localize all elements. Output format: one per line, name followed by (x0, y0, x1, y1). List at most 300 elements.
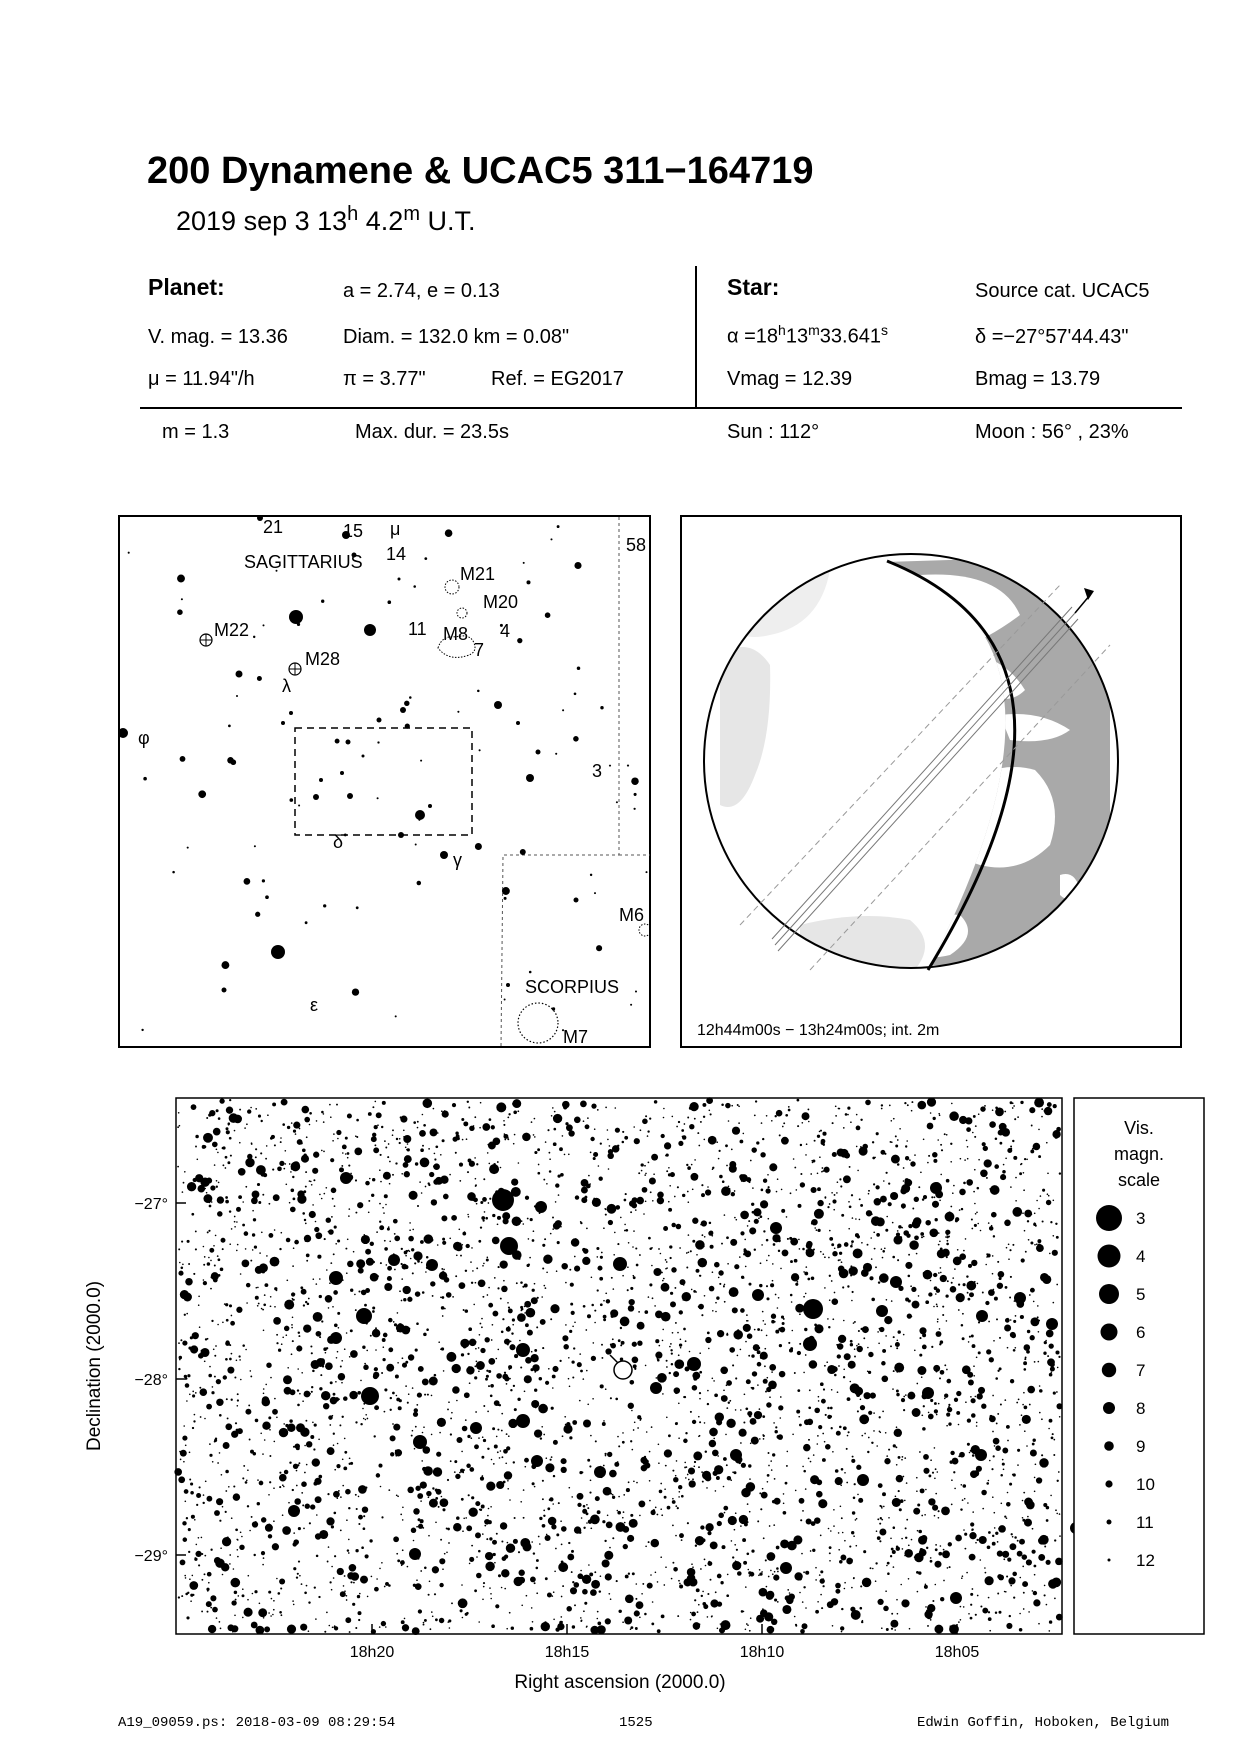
field-star (814, 1209, 824, 1219)
field-star (530, 1354, 538, 1362)
field-star (698, 1436, 700, 1438)
field-star (978, 1452, 980, 1454)
field-star (451, 1412, 453, 1414)
field-star (877, 1518, 879, 1520)
field-star (316, 1283, 318, 1285)
field-star (970, 1617, 973, 1620)
field-star (967, 1158, 969, 1160)
field-star (976, 1310, 988, 1322)
field-star (799, 1424, 802, 1427)
field-star (538, 1164, 540, 1166)
field-star (455, 1275, 457, 1277)
field-star (888, 1202, 892, 1206)
field-star (369, 1392, 375, 1398)
field-star (272, 1614, 274, 1616)
field-star (909, 1159, 911, 1161)
field-star (985, 1572, 987, 1574)
field-star (359, 1263, 361, 1265)
field-star (746, 1314, 748, 1316)
field-star (228, 1124, 230, 1126)
field-star (520, 1306, 523, 1309)
field-star (600, 1466, 602, 1468)
field-star (236, 1221, 238, 1223)
field-star (622, 1131, 624, 1133)
field-star (703, 1139, 705, 1141)
field-star (238, 1355, 240, 1357)
field-star (481, 1505, 485, 1509)
field-star (894, 1363, 904, 1373)
field-star (983, 1611, 985, 1613)
field-star (938, 1517, 940, 1519)
field-star (561, 1458, 567, 1464)
field-star (761, 1202, 763, 1204)
field-star (967, 1146, 969, 1148)
field-star (210, 1288, 212, 1290)
field-star (184, 1489, 189, 1494)
field-star (208, 1230, 210, 1232)
field-star (963, 1484, 967, 1488)
field-star (268, 1612, 270, 1614)
field-star (350, 1581, 352, 1583)
field-star (1047, 1358, 1055, 1366)
field-star (379, 1225, 384, 1230)
field-star (907, 1104, 909, 1106)
field-star (974, 1224, 977, 1227)
field-star (333, 1444, 335, 1446)
field-star (600, 1142, 602, 1144)
field-star (837, 1391, 839, 1393)
field-star (329, 1104, 331, 1106)
field-star (178, 1596, 180, 1598)
field-star (215, 1235, 217, 1237)
field-star (944, 1394, 948, 1398)
field-star (856, 1345, 858, 1347)
field-star (313, 1312, 323, 1322)
field-star (851, 1587, 853, 1589)
field-star (1049, 1373, 1053, 1377)
field-star (793, 1544, 795, 1546)
field-star (492, 1324, 494, 1326)
field-star (884, 1316, 892, 1324)
field-star (854, 1321, 856, 1323)
field-star (941, 1149, 943, 1151)
finder-star (265, 895, 269, 899)
field-star (945, 1212, 955, 1222)
field-star (863, 1550, 866, 1553)
field-star (209, 1454, 212, 1457)
field-star (937, 1202, 939, 1204)
field-star (898, 1490, 900, 1492)
field-star (370, 1273, 379, 1282)
field-star (945, 1294, 948, 1297)
field-star (699, 1371, 702, 1374)
finder-star (529, 971, 532, 974)
field-star (787, 1238, 789, 1240)
field-star (229, 1243, 231, 1245)
field-star (532, 1289, 535, 1292)
field-star (938, 1244, 940, 1246)
field-star (922, 1427, 926, 1431)
field-star (192, 1594, 194, 1596)
field-star (442, 1271, 444, 1273)
field-star (256, 1165, 266, 1175)
field-star (687, 1568, 696, 1577)
field-star (1042, 1220, 1044, 1222)
field-star (824, 1365, 826, 1367)
field-star (620, 1327, 622, 1329)
field-star (679, 1310, 683, 1314)
field-star (252, 1521, 258, 1527)
field-star (405, 1255, 407, 1257)
finder-star (516, 721, 520, 725)
field-star (497, 1161, 499, 1163)
field-star (861, 1269, 869, 1277)
field-star (319, 1530, 328, 1539)
field-star (537, 1148, 540, 1151)
field-star (933, 1159, 937, 1163)
field-star (966, 1572, 968, 1574)
field-star (466, 1525, 472, 1531)
finder-star (236, 695, 238, 697)
field-star (691, 1164, 693, 1166)
star-source-catalog: Source cat. UCAC5 (975, 280, 1150, 302)
field-star (722, 1545, 726, 1549)
field-star (683, 1328, 686, 1331)
field-star (960, 1619, 962, 1621)
field-star (652, 1200, 654, 1202)
field-star (851, 1610, 861, 1620)
field-star (437, 1244, 439, 1246)
field-star (353, 1251, 355, 1253)
field-star (815, 1567, 817, 1569)
field-star (949, 1460, 952, 1463)
field-star (617, 1268, 619, 1270)
field-star (545, 1535, 551, 1541)
field-star (218, 1258, 221, 1261)
field-star (1010, 1146, 1012, 1148)
field-star (471, 1545, 473, 1547)
field-star (561, 1526, 567, 1532)
field-star (594, 1322, 596, 1324)
field-star (664, 1496, 667, 1499)
field-star (1038, 1537, 1046, 1545)
field-star (886, 1299, 888, 1301)
field-star (1034, 1490, 1036, 1492)
field-star (526, 1595, 528, 1597)
finder-star (428, 804, 432, 808)
field-star (397, 1330, 399, 1332)
field-star (304, 1219, 306, 1221)
field-star (390, 1435, 396, 1441)
field-star (623, 1544, 628, 1549)
field-star (261, 1517, 266, 1522)
finder-star (236, 671, 243, 678)
field-star (729, 1161, 736, 1168)
field-star (229, 1304, 232, 1307)
field-star (539, 1377, 542, 1380)
field-star (191, 1515, 195, 1519)
field-star (330, 1397, 338, 1405)
field-star (651, 1622, 654, 1625)
field-star (743, 1133, 745, 1135)
field-star (890, 1555, 892, 1557)
field-star (309, 1522, 311, 1524)
field-star (838, 1335, 846, 1343)
field-star (660, 1253, 662, 1255)
field-star (895, 1342, 900, 1347)
field-star (882, 1257, 884, 1259)
field-star (770, 1460, 772, 1462)
field-star (895, 1495, 897, 1497)
field-star (345, 1617, 351, 1623)
field-star (1003, 1558, 1005, 1560)
field-star (269, 1455, 271, 1457)
field-star (490, 1598, 492, 1600)
field-star (219, 1520, 221, 1522)
field-star (829, 1299, 831, 1301)
field-star (242, 1588, 244, 1590)
field-star (670, 1349, 672, 1351)
field-star (879, 1523, 881, 1525)
field-star (718, 1270, 723, 1275)
field-star (811, 1521, 816, 1526)
field-star (366, 1322, 368, 1324)
field-star (633, 1126, 635, 1128)
field-star (497, 1216, 501, 1220)
field-star (1015, 1177, 1017, 1179)
field-star (333, 1133, 335, 1135)
field-star (419, 1444, 421, 1446)
field-star (214, 1510, 220, 1516)
field-star (772, 1628, 774, 1630)
field-star (198, 1353, 204, 1359)
field-star (237, 1556, 239, 1558)
field-star (332, 1198, 334, 1200)
summary-moon: Moon : 56° , 23% (975, 421, 1129, 443)
finder-star (289, 610, 303, 624)
field-star (180, 1450, 187, 1457)
field-star (245, 1186, 247, 1188)
field-star (435, 1497, 438, 1500)
field-star (1029, 1107, 1035, 1113)
field-star (289, 1461, 291, 1463)
field-star (992, 1542, 996, 1546)
field-star (544, 1238, 546, 1240)
field-star (1022, 1517, 1024, 1519)
field-star (1006, 1425, 1010, 1429)
field-star (306, 1260, 308, 1262)
field-star (1006, 1517, 1008, 1519)
field-star (501, 1430, 503, 1432)
field-star (943, 1549, 945, 1551)
field-star (1039, 1458, 1049, 1468)
field-star (1023, 1492, 1025, 1494)
field-star (225, 1490, 227, 1492)
field-star (325, 1362, 333, 1370)
field-star (754, 1219, 759, 1224)
field-star (709, 1222, 712, 1225)
field-star (888, 1517, 890, 1519)
field-star (194, 1519, 196, 1521)
finder-star (504, 999, 506, 1001)
finder-star (504, 897, 507, 900)
field-star (508, 1307, 510, 1309)
field-star (839, 1252, 842, 1255)
field-star (208, 1625, 216, 1633)
field-star (569, 1330, 572, 1333)
field-star (1018, 1399, 1020, 1401)
field-star (605, 1292, 607, 1294)
field-star (550, 1233, 552, 1235)
field-star (717, 1455, 719, 1457)
field-star (226, 1107, 233, 1114)
field-star (607, 1515, 609, 1517)
field-star (287, 1328, 289, 1330)
field-star (640, 1418, 642, 1420)
field-star (345, 1153, 347, 1155)
field-star (646, 1431, 648, 1433)
field-star (273, 1441, 275, 1443)
field-star (840, 1626, 844, 1630)
field-star (669, 1346, 671, 1348)
field-star (482, 1123, 490, 1131)
field-star (602, 1559, 610, 1567)
field-star (972, 1454, 975, 1457)
field-star (801, 1553, 803, 1555)
field-star (589, 1183, 591, 1185)
field-star (1015, 1315, 1017, 1317)
finder-star (424, 557, 427, 560)
field-star (347, 1157, 349, 1159)
field-star (652, 1297, 654, 1299)
field-star (768, 1576, 770, 1578)
field-star (720, 1581, 723, 1584)
field-star (266, 1362, 271, 1367)
field-star (963, 1283, 966, 1286)
field-star (591, 1103, 596, 1108)
field-star (425, 1271, 427, 1273)
field-star (817, 1601, 819, 1603)
field-star (489, 1587, 491, 1589)
field-star (776, 1110, 783, 1117)
field-star (934, 1196, 936, 1198)
field-star (195, 1146, 197, 1148)
field-star (871, 1258, 873, 1260)
field-star (569, 1386, 571, 1388)
field-star (777, 1571, 779, 1573)
field-star (709, 1286, 715, 1292)
event-datetime: 2019 sep 3 13$^h$ 4.2$^m$ U.T. (176, 203, 476, 236)
field-star (896, 1546, 898, 1548)
field-star (1039, 1389, 1043, 1393)
field-star (875, 1562, 877, 1564)
field-star (905, 1394, 907, 1396)
field-star (520, 1281, 523, 1284)
field-star (923, 1236, 925, 1238)
field-star (629, 1299, 635, 1305)
field-star (914, 1154, 916, 1156)
field-star (596, 1247, 599, 1250)
field-star (447, 1408, 449, 1410)
field-star (204, 1188, 206, 1190)
field-star (815, 1579, 817, 1581)
field-star (1026, 1559, 1032, 1565)
field-star (822, 1458, 826, 1462)
field-star (904, 1500, 906, 1502)
field-star (994, 1527, 996, 1529)
field-star (201, 1350, 203, 1352)
field-star (208, 1257, 210, 1259)
field-star (245, 1409, 251, 1415)
field-star (841, 1468, 844, 1471)
field-star (765, 1559, 767, 1561)
field-star (289, 1202, 291, 1204)
field-star (396, 1138, 398, 1140)
field-star (847, 1285, 849, 1287)
field-star (933, 1273, 937, 1277)
field-star (914, 1350, 916, 1352)
field-star (338, 1373, 346, 1381)
field-star (180, 1339, 182, 1341)
field-star (506, 1383, 508, 1385)
field-star (244, 1127, 246, 1129)
field-star (759, 1284, 762, 1287)
field-star (681, 1539, 683, 1541)
field-star (723, 1506, 728, 1511)
field-star (373, 1374, 378, 1379)
field-star (858, 1330, 860, 1332)
field-star (904, 1102, 906, 1104)
field-star (708, 1348, 710, 1350)
field-star (344, 1348, 346, 1350)
field-star (425, 1439, 427, 1441)
field-star (661, 1312, 671, 1322)
field-star (452, 1386, 460, 1394)
field-star (358, 1619, 360, 1621)
field-star (799, 1343, 801, 1345)
field-star (1006, 1247, 1008, 1249)
field-star (825, 1444, 831, 1450)
field-star (905, 1178, 909, 1182)
field-star (997, 1550, 1003, 1556)
field-star (984, 1159, 992, 1167)
field-star (816, 1491, 823, 1498)
field-star (503, 1218, 509, 1224)
field-star (277, 1166, 282, 1171)
field-star (489, 1198, 491, 1200)
field-star (873, 1183, 875, 1185)
field-star (685, 1367, 690, 1372)
field-star (968, 1298, 971, 1301)
field-star (355, 1421, 357, 1423)
field-star (612, 1145, 620, 1153)
field-star (795, 1283, 798, 1286)
field-star (467, 1214, 469, 1216)
field-star (413, 1584, 416, 1587)
field-star (574, 1266, 580, 1272)
field-star (456, 1516, 460, 1520)
field-star (480, 1226, 482, 1228)
field-star (975, 1396, 977, 1398)
field-star (740, 1211, 749, 1220)
field-star (794, 1167, 796, 1169)
field-star (225, 1470, 229, 1474)
field-star (841, 1631, 843, 1633)
field-star (524, 1390, 526, 1392)
field-star (979, 1316, 981, 1318)
field-star (651, 1247, 653, 1249)
field-star (350, 1173, 352, 1175)
